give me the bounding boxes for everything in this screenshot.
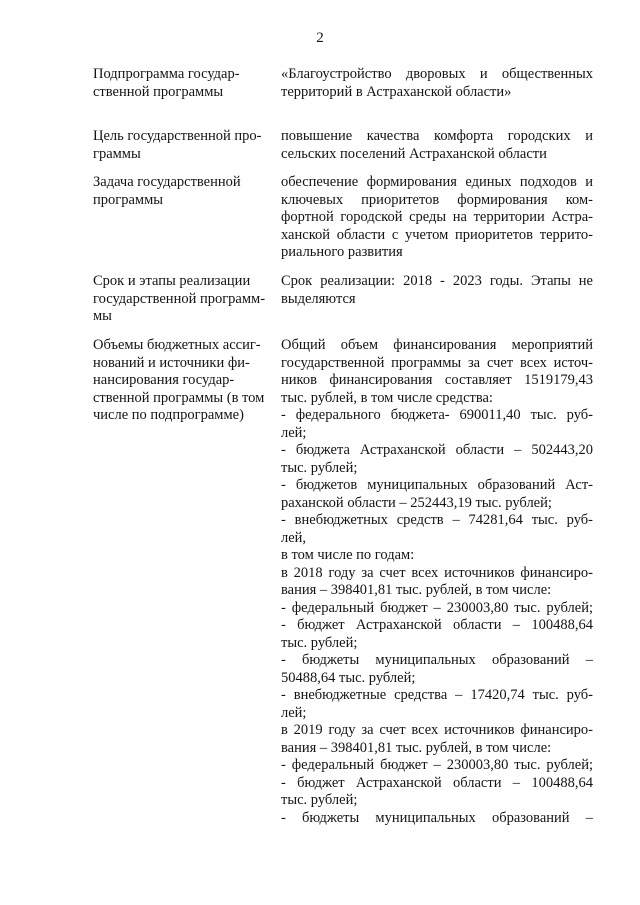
row-label bbox=[93, 66, 263, 101]
label-line: нований и источники фи- bbox=[93, 354, 250, 371]
value-line: лей; bbox=[281, 704, 307, 721]
value-line: раханской области – 252443,19 тыс. рублей; bbox=[281, 494, 552, 511]
row-value bbox=[281, 128, 593, 163]
value-line: в 2018 году за счет всех источников финансиро- bbox=[281, 564, 593, 581]
page-number: 2 bbox=[316, 30, 324, 46]
value-line: тыс. рублей; bbox=[281, 459, 358, 476]
label-line: Цель государственной про- bbox=[93, 128, 262, 144]
value-line: - бюджеты муниципальных образований – bbox=[281, 652, 593, 668]
value-line: ханской области с учетом приоритетов террито- bbox=[281, 226, 593, 243]
value-line: - бюджет Астраханской области – 100488,64 bbox=[281, 774, 593, 791]
value-line: тыс. рублей; bbox=[281, 792, 358, 808]
value-line: «Благоустройство дворовых и общественных bbox=[281, 66, 593, 82]
value-line: - федеральный бюджет – 230003,80 тыс. рублей; bbox=[281, 599, 593, 616]
row-label bbox=[93, 174, 263, 209]
label-line: граммы bbox=[93, 145, 141, 162]
label-line: мы bbox=[93, 308, 112, 324]
label-line: программы bbox=[93, 191, 163, 208]
label-line: Объемы бюджетных ассиг- bbox=[93, 337, 261, 353]
label-line: Срок и этапы реализации bbox=[93, 273, 251, 289]
value-line: выделяются bbox=[281, 290, 356, 307]
value-line: фортной городской среды на территории Астра- bbox=[281, 209, 593, 225]
label-line: Задача государственной bbox=[93, 174, 241, 190]
value-line: сельских поселений Астраханской области bbox=[281, 145, 547, 162]
value-line: Общий объем финансирования мероприятий bbox=[281, 337, 593, 353]
label-line: числе по подпрограмме) bbox=[93, 407, 244, 423]
label-line: нансирования государ- bbox=[93, 372, 235, 388]
row-label bbox=[93, 337, 263, 425]
value-line: лей, bbox=[281, 529, 307, 546]
value-line: - бюджета Астраханской области – 502443,20 bbox=[281, 442, 593, 458]
value-line: ключевых приоритетов формирования ком- bbox=[281, 191, 593, 208]
value-line: - федеральный бюджет – 230003,80 тыс. рублей; bbox=[281, 757, 593, 773]
value-line: ников финансирования составляет 1519179,43 bbox=[281, 372, 593, 388]
value-line: Срок реализации: 2018 - 2023 годы. Этапы не bbox=[281, 273, 593, 289]
value-line: 50488,64 тыс. рублей; bbox=[281, 669, 416, 686]
label-line: ственной программы (в том bbox=[93, 389, 265, 406]
value-line: - внебюджетных средств – 74281,64 тыс. руб- bbox=[281, 512, 593, 528]
label-line: Подпрограмма государ- bbox=[93, 66, 240, 82]
value-line: - бюджет Астраханской области – 100488,64 bbox=[281, 617, 593, 633]
row-label bbox=[93, 128, 263, 163]
value-line: - внебюджетные средства – 17420,74 тыс. руб- bbox=[281, 687, 593, 703]
value-line: в 2019 году за счет всех источников финансиро- bbox=[281, 722, 593, 738]
value-line: территорий в Астраханской области» bbox=[281, 83, 512, 100]
value-line: риального развития bbox=[281, 244, 403, 260]
value-line: государственной программы за счет всех источ- bbox=[281, 354, 593, 371]
value-line: повышение качества комфорта городских и bbox=[281, 128, 593, 144]
value-line: обеспечение формирования единых подходов и bbox=[281, 174, 593, 190]
row-label bbox=[93, 273, 266, 326]
row-value bbox=[281, 337, 593, 827]
row-value bbox=[281, 174, 593, 262]
label-line: ственной программы bbox=[93, 83, 224, 100]
value-line: - бюджеты муниципальных образований – bbox=[281, 809, 593, 826]
value-line: тыс. рублей; bbox=[281, 634, 358, 651]
value-line: - бюджетов муниципальных образований Аст- bbox=[281, 477, 593, 493]
value-line: лей; bbox=[281, 424, 307, 441]
row-value bbox=[281, 273, 593, 308]
value-line: тыс. рублей, в том числе средства: bbox=[281, 389, 493, 406]
value-line: вания – 398401,81 тыс. рублей, в том числе: bbox=[281, 582, 552, 598]
value-line: вания – 398401,81 тыс. рублей, в том числе: bbox=[281, 739, 552, 756]
value-line: - федерального бюджета- 690011,40 тыс. руб- bbox=[281, 407, 593, 423]
label-line: государственной программ- bbox=[93, 290, 266, 307]
row-value bbox=[281, 66, 593, 101]
value-line: в том числе по годам: bbox=[281, 547, 415, 563]
